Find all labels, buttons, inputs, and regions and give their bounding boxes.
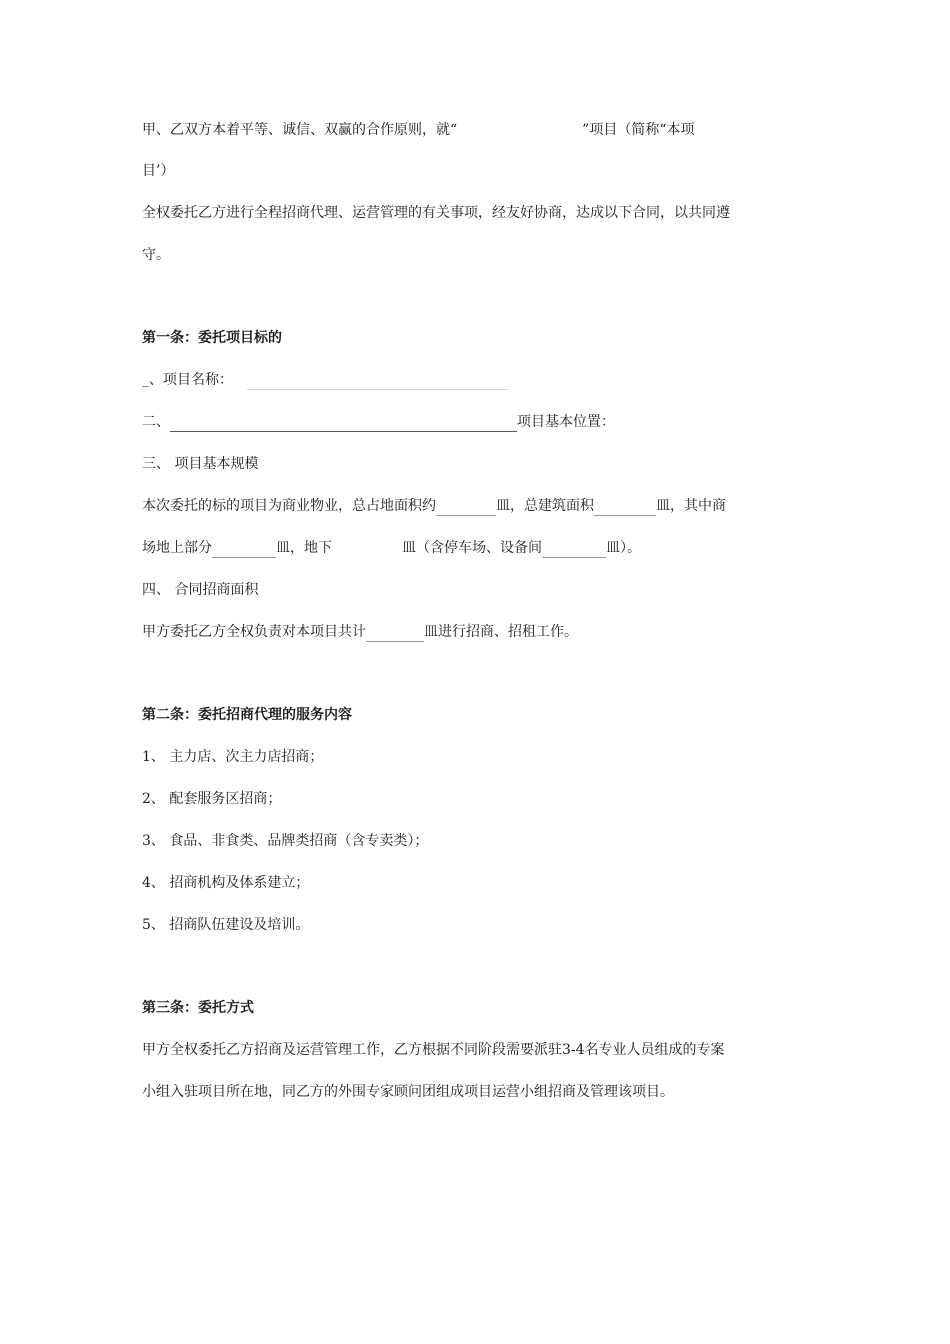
- land-area-blank: [436, 499, 496, 516]
- service-item: 4、 招商机构及体系建立；: [142, 875, 310, 891]
- intro-line-1: 甲、乙双方本着平等、诚信、双赢的合作原则，就“ ”项目（简称“本项: [142, 122, 695, 138]
- article3-line-2: 小组入驻项目所在地，同乙方的外围专家顾问团组成项目运营小组招商及管理该项目。: [142, 1084, 674, 1100]
- article3-line-1: 甲方全权委托乙方招商及运营管理工作，乙方根据不同阶段需要派驻3-4名专业人员组成的专案: [142, 1042, 725, 1058]
- project-name-blank: [457, 124, 582, 140]
- scale-line-1: 本次委托的标的项目为商业物业，总占地面积约 皿，总建筑面积 皿，其中商: [142, 498, 726, 514]
- contract-area-blank: [366, 625, 424, 642]
- article2-heading: 第二条：委托招商代理的服务内容: [142, 707, 352, 723]
- location-blank: [170, 415, 517, 432]
- article1-item2: 二、 项目基本位置：: [142, 414, 615, 430]
- article3-heading: 第三条：委托方式: [142, 1000, 254, 1016]
- article1-item4: 四、 合同招商面积: [142, 582, 259, 598]
- building-area-blank: [594, 499, 656, 516]
- intro-line-2: 目’）: [142, 163, 175, 179]
- article1-item3: 三、 项目基本规模: [142, 456, 259, 472]
- article1-item1: _、项目名称：: [142, 370, 509, 390]
- service-item: 3、 食品、非食类、品牌类招商（含专卖类）；: [142, 833, 429, 849]
- intro-line-4: 守。: [142, 247, 170, 263]
- service-item: 1、 主力店、次主力店招商；: [142, 749, 324, 765]
- service-item: 5、 招商队伍建设及培训。: [142, 917, 310, 933]
- underground-area-blank: [332, 542, 402, 558]
- scale-line-2: 场地上部分 皿，地下 皿（含停车场、设备间 皿）。: [142, 540, 641, 556]
- intro-line-3: 全权委托乙方进行全程招商代理、运营管理的有关事项，经友好协商，达成以下合同，以共同遵: [142, 205, 730, 221]
- service-item: 2、 配套服务区招商；: [142, 791, 282, 807]
- above-ground-area-blank: [212, 541, 276, 558]
- contract-area-line: 甲方委托乙方全权负责对本项目共计 皿进行招商、招租工作。: [142, 624, 578, 640]
- article1-heading: 第一条：委托项目标的: [142, 330, 282, 346]
- project-name-field-blank: [247, 373, 509, 390]
- equipment-area-blank: [542, 541, 606, 558]
